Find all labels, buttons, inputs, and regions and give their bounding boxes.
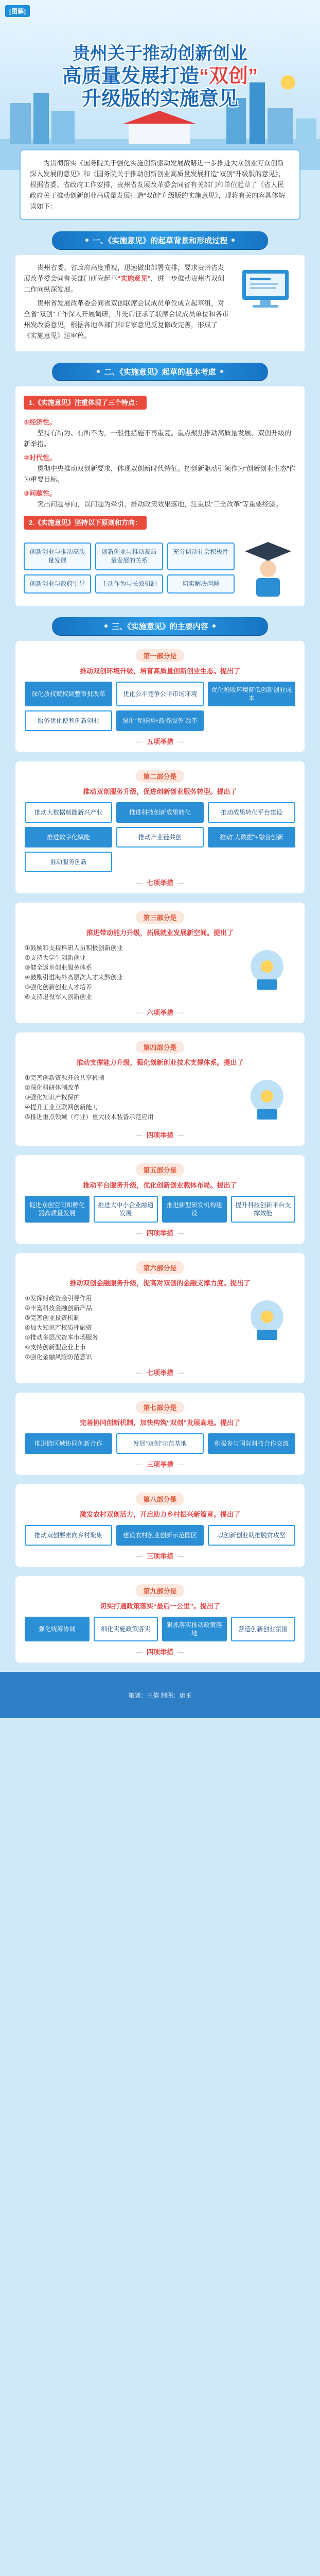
point-title: ②时代性。	[24, 454, 57, 462]
part-card	[15, 1393, 305, 1475]
part-item: 推进新型研发机构建设	[162, 1196, 227, 1223]
part-title: 推动双创服务升级，促进创新创业服务转型。提出了	[83, 788, 237, 795]
part-label: 第九部分是	[136, 1584, 184, 1597]
section-3-banner: 三、《实施意见》的主要内容	[52, 617, 268, 635]
part-title: 激发农村双创活力，开启助力乡村振兴新篇章。提出了	[79, 1511, 240, 1518]
part-list-item: ⑥支持退役军人创新创业	[25, 993, 92, 1001]
part-foot: — 七项举措 —	[25, 877, 295, 887]
section-2-banner: 二、《实施意见》起草的基本考虑	[52, 363, 268, 380]
tag-label: [图解]	[5, 5, 30, 17]
part-item: 提升科技创新平台支撑效能	[231, 1196, 296, 1223]
part-list	[25, 1073, 295, 1125]
part-title: 推动平台服务升级，优化创新创业载体布局。提出了	[83, 1181, 237, 1189]
part-card	[15, 761, 305, 893]
part-foot: — 四项举措 —	[25, 1647, 295, 1656]
point-title: ①经济性。	[24, 418, 57, 426]
part-card	[15, 1253, 305, 1383]
part-list-item: ⑥支持创新型企业上市	[25, 1344, 86, 1351]
part-list	[25, 1294, 295, 1362]
part-illustration-icon	[239, 1073, 295, 1125]
part-label: 第八部分是	[136, 1493, 184, 1505]
part-card	[15, 1032, 305, 1146]
section-2-subheading-1: 1.《实施意见》注重体现了三个特点：	[24, 396, 147, 410]
part-card	[15, 1576, 305, 1663]
part-label: 第五部分是	[136, 1163, 184, 1176]
part-list-item: ③健全返乡创业服务体系	[25, 964, 92, 971]
part-item: 优化公平竞争公平市场环境	[116, 682, 204, 706]
principle-cell: 切实解决问题	[167, 574, 235, 594]
part-item: 深化放权赋权调整审批改革	[25, 682, 112, 706]
part-foot: — 三项举措 —	[25, 1551, 295, 1561]
part-item: 推动双创要素向乡村聚集	[25, 1525, 112, 1546]
section-1-content	[15, 255, 305, 351]
part-list-item: ④加大知识产权质押融资	[25, 1324, 92, 1331]
part-title: 完善协同创新机制，加快构筑“双创”发展高地。提出了	[79, 1419, 240, 1427]
part-item: 积极参与国际科技合作交流	[208, 1433, 295, 1454]
part-list-item: ①完善创新资源开放共享机制	[25, 1074, 104, 1081]
part-foot: — 四项举措 —	[25, 1228, 295, 1238]
part-items-grid	[25, 1433, 295, 1454]
part-list-item: ③完善创业投资机制	[25, 1314, 80, 1321]
part-list	[25, 943, 295, 1002]
part-list-item: ⑤推进重点领域（行业）重大技术装备示范应用	[25, 1113, 154, 1121]
part-foot: — 六项举措 —	[25, 1007, 295, 1017]
part-item: 推进跨区域协同创新合作	[25, 1433, 112, 1454]
part-list-item: ②支持大学生创新创业	[25, 954, 86, 961]
part-list-item: ⑤推动多层次资本市场服务	[25, 1334, 98, 1341]
part-label: 第七部分是	[136, 1401, 184, 1414]
section-1-banner: 一、《实施意见》的起草背景和形成过程	[52, 231, 268, 249]
part-list-item: ④提升工业互联网创新能力	[25, 1104, 98, 1111]
part-item: 狠抓落实推动政策落地	[162, 1617, 227, 1641]
part-item: 深化“互联网+政务服务”改革	[116, 710, 204, 731]
title-line-1: 贵州关于推动创新创业	[73, 44, 247, 63]
part-item: 推动成果转化平台建设	[208, 802, 295, 823]
part-item: 细化实施政策落实	[94, 1617, 158, 1641]
part-items-grid	[25, 1196, 295, 1223]
principle-cell: 充分调动社会积极性	[167, 543, 235, 570]
part-list-item: ③强化知识产权保护	[25, 1094, 80, 1101]
graduate-illustration-icon	[240, 537, 296, 599]
point-body: 坚持有所为、有所不为，一般性措施不再重复。重点聚焦推动高质量发展、双创升级的新举措。	[24, 429, 292, 448]
part-item: 以创新创业助推脱贫攻坚	[208, 1525, 295, 1546]
part-item: 服务优化便利创新创业	[25, 710, 112, 731]
section-2-points	[24, 417, 296, 510]
hero-title	[0, 42, 320, 110]
part-label: 第二部分是	[136, 770, 184, 783]
part-items-grid	[25, 802, 295, 872]
point-body: 贯彻中央推动双创新要求，体现双创新时代特征。把创新驱动引领作为“创新创业生态”作为重要目标。	[24, 465, 296, 483]
point-title: ③问题性。	[24, 489, 57, 497]
title-line-3: 升级版的实施意见	[81, 88, 238, 110]
part-foot: — 七项举措 —	[25, 1367, 295, 1377]
part-title: 推动支撑能力升级，强化创新创业技术支撑体系。提出了	[76, 1059, 244, 1066]
part-item: 推进科技创新成果转化	[116, 802, 204, 823]
principle-cell: 创新创业与推动高质量发展	[24, 543, 91, 570]
part-item: 推动“大数据”+融合创新	[208, 827, 295, 848]
principle-cell: 创新创业与推动高质量发展的关系	[95, 543, 163, 570]
part-item: 推进大中小企业融通发展	[94, 1196, 158, 1223]
part-item: 优化税收环境降低创新创业成本	[208, 682, 295, 706]
part-list-item: ②深化科研体制改革	[25, 1084, 80, 1091]
point-body: 突出问题导向，以问题为牵引，推动政策效果落地，注重以“三全改革”等重要经验。	[37, 500, 282, 508]
part-label: 第一部分是	[136, 649, 184, 662]
part-item: 推动产业链共创	[116, 827, 204, 848]
part-item: 促进众创空间和孵化器高质量发展	[25, 1196, 90, 1223]
part-foot: — 五项举措 —	[25, 736, 295, 746]
part-item: 营造创新创业氛围	[231, 1617, 296, 1641]
principle-cell: 创新创业与政府引导	[24, 574, 91, 594]
part-item: 发展“双创”示范基地	[116, 1433, 204, 1454]
part-item: 推动服务创新	[25, 852, 112, 872]
part-card	[15, 1155, 305, 1244]
computer-illustration-icon	[235, 262, 296, 314]
principle-cell: 主动作为与长效机制	[95, 574, 163, 594]
section-2-content	[15, 386, 305, 606]
part-label: 第四部分是	[136, 1041, 184, 1054]
part-list-item: ⑦强化金融风险防范意识	[25, 1353, 92, 1361]
part-list-item: ①发挥财政资金引导作用	[25, 1295, 92, 1302]
parts-container	[0, 641, 320, 1663]
part-list-item: ④鼓励引进海外高层次人才来黔创业	[25, 974, 123, 981]
part-foot: — 四项举措 —	[25, 1130, 295, 1140]
part-items-grid	[25, 1617, 295, 1641]
part-title: 切实打通政策落实“最后一公里”。提出了	[99, 1602, 220, 1610]
part-list-item: ②丰富科技金融创新产品	[25, 1304, 92, 1312]
principles-grid	[24, 543, 235, 594]
part-title: 推动双创金融服务升级，提高对双创的金融支撑力度。提出了	[69, 1279, 251, 1287]
footer-credits: 策划：王倩 制图：唐玉	[0, 1672, 320, 1718]
part-title: 推动双创环境升级，培育高质量创新创业生态。提出了	[79, 667, 240, 675]
part-foot: — 三项举措 —	[25, 1459, 295, 1469]
part-card	[15, 903, 305, 1023]
intro-paragraph: 为贯彻落实《国务院关于强化实施创新驱动发展战略进一步推进大众创业万众创新深入发展的意见》和《国务院关于推动创新创业高质量发展打造“双创”升级版的意见》，根据省委、省政府工作安排，贵州省发展改革委会同省有关部门和单位起草了《省人民政府关于推动创新创业高质量发展打造“双创”升级版的实施意见》，现将有关内容具体解读如下：	[20, 149, 300, 220]
section-2-subheading-2: 2.《实施意见》坚持以下原则和方向：	[24, 516, 147, 530]
hero-header	[0, 0, 320, 170]
title-line-2: 高质量发展打造“双创”	[62, 65, 258, 87]
part-list-item: ⑤强化创新创业人才培养	[25, 984, 92, 991]
part-item: 推进数字化赋能	[25, 827, 112, 848]
section-1-para-2: 贵州省发展改革委会同省双创联席会议成员单位成立起草组，对全省“双创”工作深入开展调研，并先后征求了联席会议成员单位和各市州发改委意见，根据各地各部门和专家意见反复修改完善，形成了《实施意见》送审稿。	[24, 299, 229, 340]
part-label: 第三部分是	[136, 911, 184, 924]
part-illustration-icon	[239, 943, 295, 995]
part-item: 强化统筹协调	[25, 1617, 90, 1641]
section-1-para-1: 贵州省委、省政府高度重视，迅速做出部署安排，要求贵州省发展改革委会同有关部门研究起草“实施意见”，进一步推动贵州省双创工作向纵深发展。	[24, 264, 225, 293]
part-list-item: ①鼓励和支持科研人员积极创新创业	[25, 944, 123, 952]
part-card	[15, 1484, 305, 1567]
part-items-grid	[25, 682, 295, 731]
part-item: 推动大数据赋能新兴产业	[25, 802, 112, 823]
part-card	[15, 641, 305, 752]
part-item: 建设农村创业创新示范园区	[116, 1525, 204, 1546]
part-title: 推进带动能力升级，拓展就业发展新空间。提出了	[86, 929, 234, 937]
part-illustration-icon	[239, 1294, 295, 1345]
part-label: 第六部分是	[136, 1261, 184, 1274]
part-items-grid	[25, 1525, 295, 1546]
